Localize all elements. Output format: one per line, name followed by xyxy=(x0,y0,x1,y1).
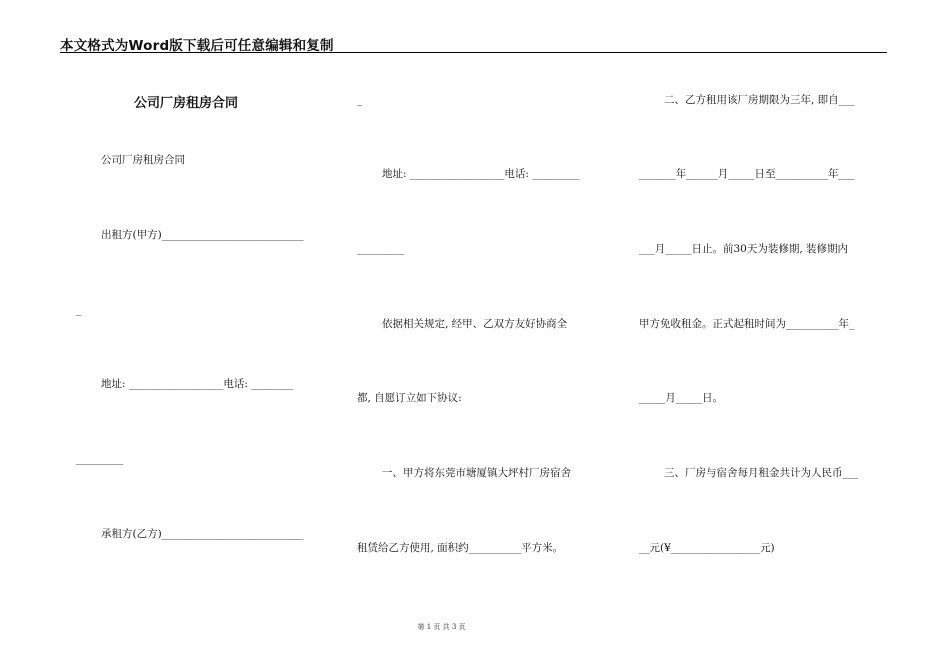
col2-line-1: _ xyxy=(357,94,363,106)
document-title: 公司厂房租房合同 xyxy=(134,96,239,111)
col1-line-3: _ xyxy=(76,304,82,316)
col1-line-2: 出租方(甲方)___________________________ xyxy=(101,229,304,241)
page-number: 第 1 页 共 3 页 xyxy=(417,623,466,631)
col2-line-4: 依据相关规定, 经甲、乙双方友好协商全 xyxy=(382,318,568,330)
col3-line-7: __元(¥_________________元) xyxy=(639,542,775,554)
col1-line-6: 承租方(乙方)___________________________ xyxy=(101,528,304,540)
header-rule xyxy=(60,52,887,53)
col2-line-2: 地址: __________________电话: _________ xyxy=(382,168,580,180)
col3-line-3: ___月_____日止。前30天为装修期, 装修期内 xyxy=(639,243,849,255)
col3-line-6: 三、厂房与宿舍每月租金共计为人民币___ xyxy=(664,467,859,479)
col3-line-4: 甲方免收租金。正式起租时间为__________年_ xyxy=(639,318,855,330)
col3-line-5: _____月_____日。 xyxy=(639,392,723,404)
col1-line-4: 地址: __________________电话: ________ xyxy=(101,378,294,390)
col2-line-5: 都, 自愿订立如下协议: xyxy=(357,392,462,404)
col2-line-3: _________ xyxy=(357,243,405,255)
col1-line-1: 公司厂房租房合同 xyxy=(101,154,185,166)
col3-line-1: 二、乙方租用该厂房期限为三年, 即自___ xyxy=(664,94,855,106)
document-header-title: 本文格式为Word版下载后可任意编辑和复制 xyxy=(60,38,334,54)
col3-line-2: _______年______月_____日至__________年___ xyxy=(639,168,855,180)
col2-line-6: 一、甲方将东莞市塘厦镇大坪村厂房宿舍 xyxy=(382,467,571,479)
col2-line-7: 租赁给乙方使用, 面积约__________平方米。 xyxy=(357,542,564,554)
col1-line-5: _________ xyxy=(76,453,124,465)
